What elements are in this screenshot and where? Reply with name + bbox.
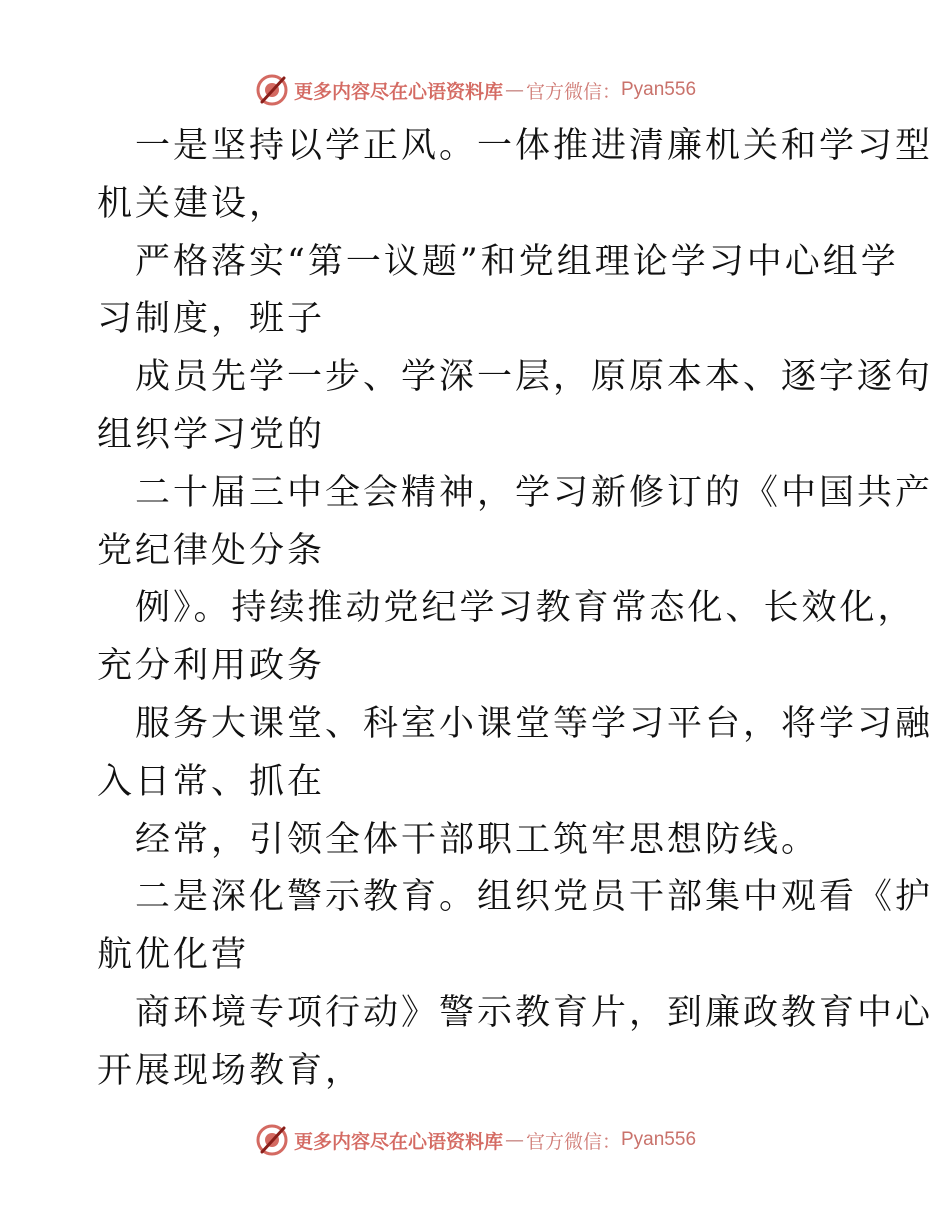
body-line: 开展现场教育， [97,1050,364,1091]
body-line: 机关建设， [97,183,288,224]
watermark-separator: — [504,1129,524,1151]
body-line: 商环境专项行动》警示教育片，到廉政教育中心 [135,992,934,1033]
body-line: 二是深化警示教育。组织党员干部集中观看《护 [135,877,934,918]
footer-watermark [0,1120,950,1160]
body-line: 服务大课堂、科室小课堂等学习平台，将学习融 [135,703,934,744]
watermark-brand: 更多内容尽在心语资料库 [293,1130,503,1153]
body-line: 例》。持续推动党纪学习教育常态化、长效化， [135,588,916,629]
watermark-wechat-label: 官方微信： [525,1130,621,1153]
watermark-wechat-id: Pyan556 [621,1129,697,1150]
watermark-wechat-label: 官方微信： [525,80,621,103]
body-line: 严格落实“第一议题”和党组理论学习中心组学 [135,241,899,282]
document-body [97,118,934,1101]
body-line: 成员先学一步、学深一层，原原本本、逐字逐句 [135,357,934,398]
body-line: 一是坚持以学正风。一体推进清廉机关和学习型 [135,126,934,166]
watermark-brand: 更多内容尽在心语资料库 [293,80,503,103]
watermark-separator: — [504,79,524,101]
watermark-wechat-id: Pyan556 [621,79,697,100]
body-line: 充分利用政务 [97,646,326,687]
brand-logo-icon [254,1122,290,1158]
body-line: 党纪律处分条 [97,530,326,571]
body-line: 经常，引领全体干部职工筑牢思想防线。 [135,819,820,860]
body-line: 组织学习党的 [97,414,326,455]
body-line: 习制度，班子 [97,299,326,340]
body-line: 二十届三中全会精神，学习新修订的《中国共产 [135,472,934,513]
body-line: 入日常、抓在 [97,761,326,802]
brand-logo-icon [254,72,290,108]
body-line: 航优化营 [97,935,250,976]
header-watermark [0,70,950,110]
